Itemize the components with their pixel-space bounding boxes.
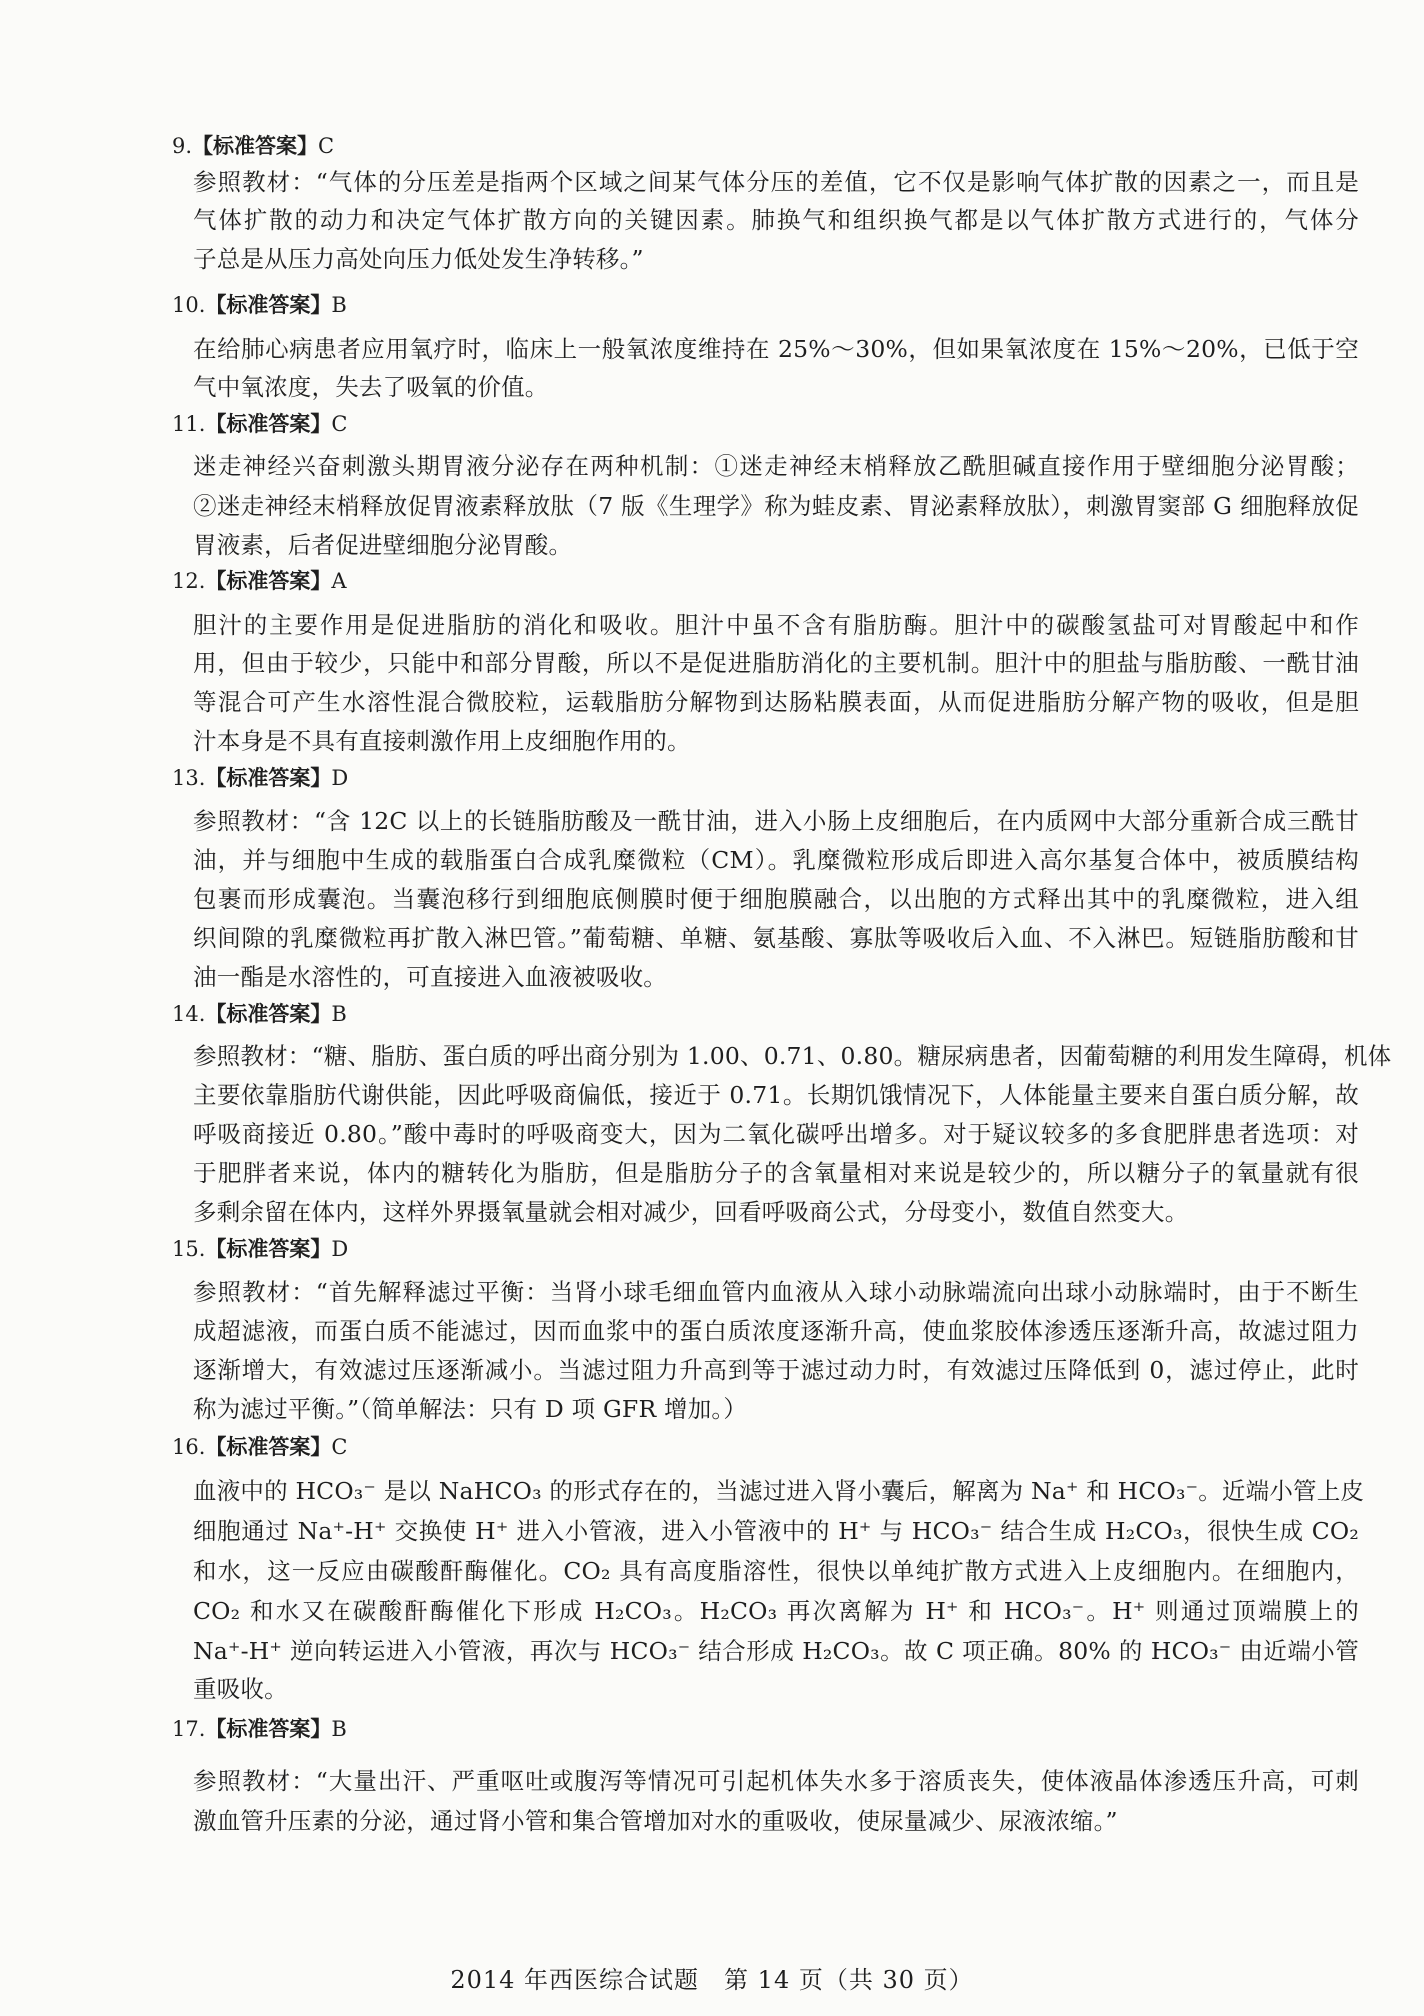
answer-label: 【标准答案】: [205, 1434, 332, 1459]
answer-choice: B: [331, 293, 347, 317]
question-number: 17.: [172, 1717, 206, 1741]
question-number: 14.: [172, 1002, 206, 1026]
answer-label: 【标准答案】: [192, 133, 319, 158]
explanation-line: 激血管升压素的分泌，通过肾小管和集合管增加对水的重吸收，使尿量减少、尿液浓缩。”: [193, 1807, 1118, 1835]
explanation-line: 织间隙的乳糜微粒再扩散入淋巴管。”葡萄糖、单糖、氨基酸、寡肽等吸收后入血、不入淋巴。短链脂肪酸和甘: [193, 924, 1359, 952]
answer-choice: B: [331, 1717, 347, 1741]
answer-heading: [172, 763, 348, 793]
answer-heading: [172, 1432, 347, 1462]
explanation-line: CO₂ 和水又在碳酸酐酶催化下形成 H₂CO₃。H₂CO₃ 再次离解为 H⁺ 和 HCO₃⁻。H⁺ 则通过顶端膜上的: [193, 1597, 1359, 1625]
explanation-line: 称为滤过平衡。”（简单解法：只有 D 项 GFR 增加。）: [193, 1395, 748, 1423]
explanation-line: 参照教材：“首先解释滤过平衡：当肾小球毛细血管内血液从入球小动脉端流向出球小动脉端时，由于不断生: [193, 1278, 1359, 1306]
answer-heading: [172, 999, 347, 1029]
explanation-line: 参照教材：“气体的分压差是指两个区域之间某气体分压的差值，它不仅是影响气体扩散的因素之一，而且是: [193, 168, 1359, 196]
explanation-line: 子总是从压力高处向压力低处发生净转移。”: [193, 245, 644, 273]
question-number: 16.: [172, 1435, 206, 1459]
explanation-line: 油，并与细胞中生成的载脂蛋白合成乳糜微粒（CM）。乳糜微粒形成后即进入高尔基复合体中，被质膜结构: [193, 846, 1359, 874]
explanation-line: 重吸收。: [193, 1675, 288, 1703]
explanation-line: 参照教材：“含 12C 以上的长链脂肪酸及一酰甘油，进入小肠上皮细胞后，在内质网中大部分重新合成三酰甘: [193, 807, 1359, 835]
answer-label: 【标准答案】: [205, 1716, 332, 1741]
question-number: 10.: [172, 293, 206, 317]
explanation-line: 在给肺心病患者应用氧疗时，临床上一般氧浓度维持在 25%～30%，但如果氧浓度在 15%～20%，已低于空: [193, 335, 1359, 363]
answer-heading: [172, 1714, 347, 1744]
answer-choice: C: [331, 412, 348, 436]
answer-label: 【标准答案】: [205, 1236, 332, 1261]
answer-label: 【标准答案】: [205, 765, 332, 790]
explanation-line: 汁本身是不具有直接刺激作用上皮细胞作用的。: [193, 727, 691, 755]
explanation-line: 逐渐增大，有效滤过压逐渐减小。当滤过阻力升高到等于滤过动力时，有效滤过压降低到 0，滤过停止，此时: [193, 1356, 1359, 1384]
answer-label: 【标准答案】: [205, 568, 332, 593]
question-number: 13.: [172, 766, 206, 790]
answer-heading: [172, 1234, 348, 1264]
explanation-line: 血液中的 HCO₃⁻ 是以 NaHCO₃ 的形式存在的，当滤过进入肾小囊后，解离为 Na⁺ 和 HCO₃⁻。近端小管上皮: [193, 1477, 1365, 1505]
answer-heading: [172, 290, 347, 320]
answer-choice: C: [318, 134, 335, 158]
explanation-line: 包裹而形成囊泡。当囊泡移行到细胞底侧膜时便于细胞膜融合，以出胞的方式释出其中的乳糜微粒，进入组: [193, 885, 1359, 913]
question-number: 15.: [172, 1237, 206, 1261]
explanation-line: 气中氧浓度，失去了吸氧的价值。: [193, 373, 549, 401]
explanation-line: 参照教材：“糖、脂肪、蛋白质的呼出商分别为 1.00、0.71、0.80。糖尿病患者，因葡萄糖的利用发生障碍，机体: [193, 1042, 1392, 1070]
explanation-line: 和水，这一反应由碳酸酐酶催化。CO₂ 具有高度脂溶性，很快以单纯扩散方式进入上皮细胞内。在细胞内，: [193, 1557, 1359, 1585]
question-number: 11.: [172, 412, 206, 436]
explanation-line: ②迷走神经末梢释放促胃液素释放肽（7 版《生理学》称为蛙皮素、胃泌素释放肽），刺激胃窦部 G 细胞释放促: [193, 492, 1359, 520]
answer-choice: D: [331, 1237, 349, 1261]
explanation-line: 油一酯是水溶性的，可直接进入血液被吸收。: [193, 963, 667, 991]
explanation-line: 用，但由于较少，只能中和部分胃酸，所以不是促进脂肪消化的主要机制。胆汁中的胆盐与脂肪酸、一酰甘油: [193, 649, 1359, 677]
answer-choice: D: [331, 766, 349, 790]
explanation-line: 迷走神经兴奋刺激头期胃液分泌存在两种机制：①迷走神经末梢释放乙酰胆碱直接作用于壁细胞分泌胃酸；: [193, 452, 1359, 480]
answer-heading: [172, 131, 334, 161]
answer-label: 【标准答案】: [205, 292, 332, 317]
question-number: 12.: [172, 569, 206, 593]
answer-label: 【标准答案】: [205, 1001, 332, 1026]
explanation-line: 呼吸商接近 0.80。”酸中毒时的呼吸商变大，因为二氧化碳呼出增多。对于疑议较多的多食肥胖患者选项：对: [193, 1120, 1359, 1148]
explanation-line: 胆汁的主要作用是促进脂肪的消化和吸收。胆汁中虽不含有脂肪酶。胆汁中的碳酸氢盐可对胃酸起中和作: [193, 611, 1359, 639]
answer-label: 【标准答案】: [205, 411, 332, 436]
question-number: 9.: [172, 134, 193, 158]
answer-choice: C: [331, 1435, 348, 1459]
explanation-line: 多剩余留在体内，这样外界摄氧量就会相对减少，回看呼吸商公式，分母变小，数值自然变大。: [193, 1198, 1189, 1226]
explanation-line: 胃液素，后者促进壁细胞分泌胃酸。: [193, 531, 573, 559]
explanation-line: 参照教材：“大量出汗、严重呕吐或腹泻等情况可引起机体失水多于溶质丧失，使体液晶体渗透压升高，可刺: [193, 1767, 1359, 1795]
explanation-line: 主要依靠脂肪代谢供能，因此呼吸商偏低，接近于 0.71。长期饥饿情况下，人体能量主要来自蛋白质分解，故: [193, 1081, 1359, 1109]
explanation-line: 等混合可产生水溶性混合微胶粒，运载脂肪分解物到达肠粘膜表面，从而促进脂肪分解产物的吸收，但是胆: [193, 688, 1359, 716]
answer-heading: [172, 409, 347, 439]
explanation-line: 细胞通过 Na⁺-H⁺ 交换使 H⁺ 进入小管液，进入小管液中的 H⁺ 与 HCO₃⁻ 结合生成 H₂CO₃，很快生成 CO₂: [193, 1517, 1359, 1545]
explanation-line: Na⁺-H⁺ 逆向转运进入小管液，再次与 HCO₃⁻ 结合形成 H₂CO₃。故 C 项正确。80% 的 HCO₃⁻ 由近端小管: [193, 1637, 1359, 1665]
explanation-line: 于肥胖者来说，体内的糖转化为脂肪，但是脂肪分子的含氧量相对来说是较少的，所以糖分子的氧量就有很: [193, 1159, 1359, 1187]
answer-choice: B: [331, 1002, 347, 1026]
explanation-line: 成超滤液，而蛋白质不能滤过，因而血浆中的蛋白质浓度逐渐升高，使血浆胶体渗透压逐渐升高，故滤过阻力: [193, 1317, 1359, 1345]
answer-heading: [172, 566, 347, 596]
page-footer: 2014 年西医综合试题 第 14 页（共 30 页）: [450, 1966, 974, 1994]
explanation-line: 气体扩散的动力和决定气体扩散方向的关键因素。肺换气和组织换气都是以气体扩散方式进行的，气体分: [193, 206, 1359, 234]
answer-choice: A: [331, 569, 347, 593]
